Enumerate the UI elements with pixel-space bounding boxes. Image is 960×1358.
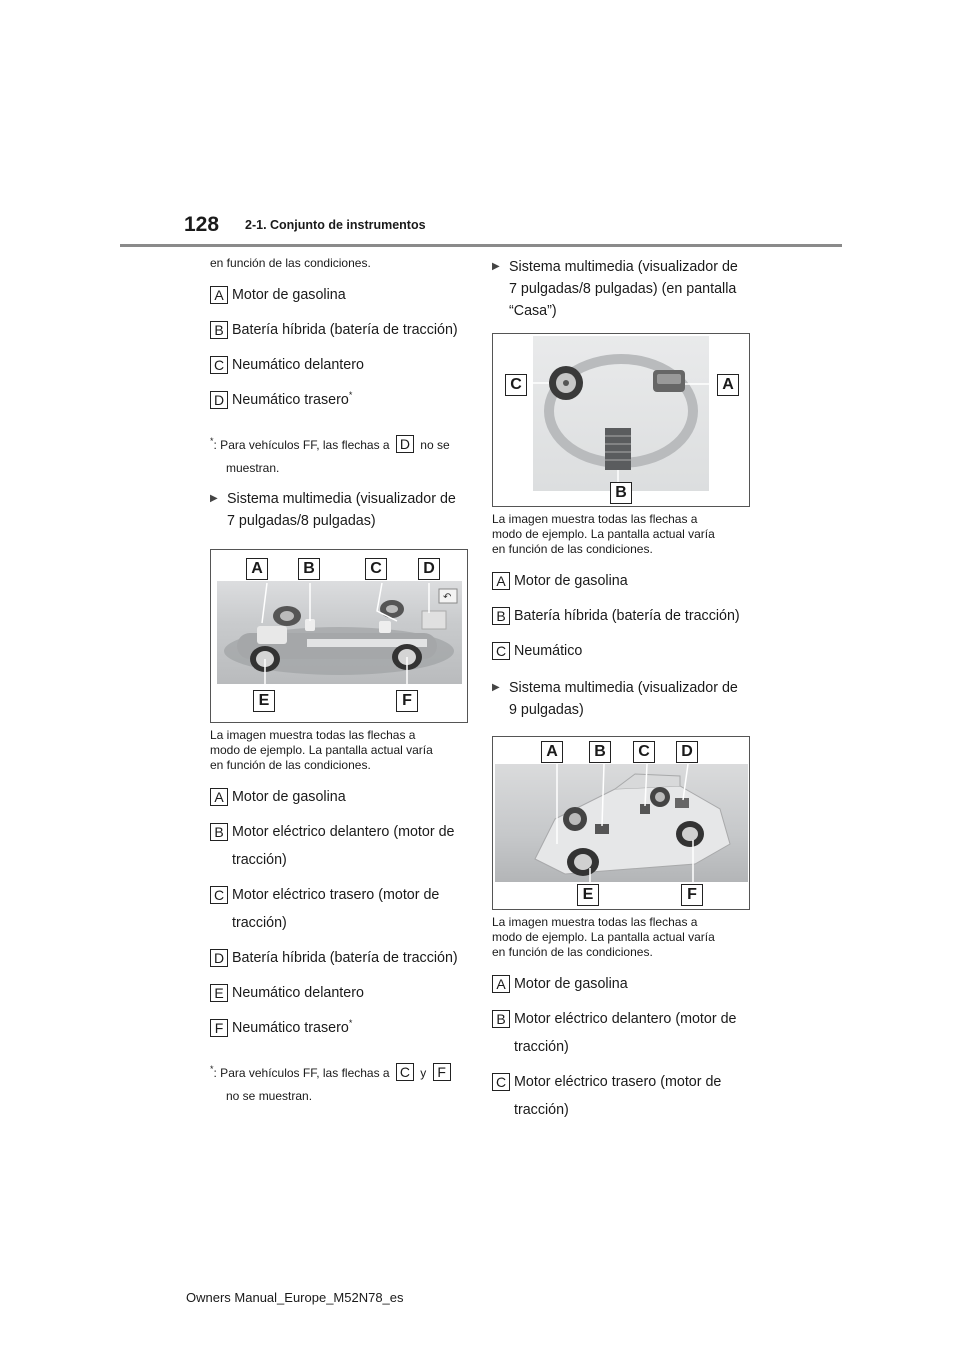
list-item xyxy=(210,783,470,811)
item-text xyxy=(232,818,470,874)
bullet-line: 9 pulgadas) xyxy=(509,702,584,718)
figure-label: A xyxy=(717,374,739,396)
legend-list-2 xyxy=(210,783,470,1042)
label-badge: C xyxy=(210,886,228,904)
item-text xyxy=(232,881,470,937)
bullet-line: Sistema multimedia (visualizador de xyxy=(509,259,738,275)
list-item xyxy=(210,818,470,874)
footnote-text: : Para vehículos FF, las flechas a xyxy=(213,438,390,452)
item-text-line: Motor eléctrico trasero (motor de xyxy=(514,1074,722,1090)
home-screen-figure xyxy=(492,333,750,507)
figure-label: A xyxy=(246,558,268,580)
footnote-text: : Para vehículos FF, las flechas a xyxy=(213,1066,390,1080)
figure-label: F xyxy=(396,690,418,712)
svg-text:↶: ↶ xyxy=(443,592,452,603)
page-number: 128 xyxy=(184,213,220,236)
energy-flow-illustration xyxy=(533,336,709,491)
footnote-text: y xyxy=(420,1066,427,1080)
triangle-right-icon: ▶ xyxy=(210,493,218,504)
section-title: 2-1. Conjunto de instrumentos xyxy=(245,218,426,232)
item-text: Motor de gasolina xyxy=(232,287,346,303)
list-item xyxy=(492,1068,752,1124)
caption-line: en función de las condiciones. xyxy=(492,945,653,959)
list-item xyxy=(210,1014,470,1042)
figure-label: D xyxy=(418,558,440,580)
footnote-1 xyxy=(210,426,470,476)
list-item xyxy=(492,970,752,998)
bullet-line: Sistema multimedia (visualizador de xyxy=(227,491,456,507)
caption-line: La imagen muestra todas las flechas a xyxy=(492,915,698,929)
figure-label: B xyxy=(610,482,632,504)
label-badge: F xyxy=(433,1063,451,1081)
item-text-line: Motor eléctrico delantero (motor de xyxy=(232,824,455,840)
figure-label: C xyxy=(633,741,655,763)
figure-label: C xyxy=(505,374,527,396)
bullet-heading xyxy=(210,488,470,532)
item-text: Batería híbrida (batería de tracción) xyxy=(232,950,458,966)
label-badge: B xyxy=(492,1010,510,1028)
intro-text: en función de las condiciones. xyxy=(210,256,371,270)
figure-label: C xyxy=(365,558,387,580)
diagram-image xyxy=(533,336,709,491)
item-text: Motor de gasolina xyxy=(514,573,628,589)
caption-line: modo de ejemplo. La pantalla actual varía xyxy=(492,527,715,541)
label-badge: D xyxy=(210,949,228,967)
bullet-line: 7 pulgadas/8 pulgadas) (en pantalla xyxy=(509,281,737,297)
label-badge: B xyxy=(210,321,228,339)
list-item xyxy=(492,567,752,595)
label-badge: C xyxy=(492,642,510,660)
car-illustration xyxy=(217,581,462,684)
list-item xyxy=(210,944,470,972)
caption-line: en función de las condiciones. xyxy=(210,758,371,772)
item-text-line: tracción) xyxy=(514,1102,569,1118)
car-diagram-figure xyxy=(210,549,468,723)
figure-label: B xyxy=(298,558,320,580)
footnote-text: muestran. xyxy=(226,461,280,475)
bullet-line: “Casa”) xyxy=(509,303,557,319)
header-rule xyxy=(120,244,842,247)
label-badge: D xyxy=(396,435,414,453)
diagram-image xyxy=(495,764,748,882)
figure-caption xyxy=(492,915,752,960)
item-text: Motor de gasolina xyxy=(514,976,628,992)
figure-label: B xyxy=(589,741,611,763)
item-text-line: tracción) xyxy=(232,852,287,868)
triangle-right-icon: ▶ xyxy=(492,682,500,693)
asterisk: * xyxy=(348,390,353,401)
label-badge: A xyxy=(492,572,510,590)
label-badge: C xyxy=(210,356,228,374)
figure-caption xyxy=(210,728,470,773)
item-text: Motor de gasolina xyxy=(232,789,346,805)
list-item xyxy=(492,637,752,665)
footnote-mark: * xyxy=(210,1064,214,1074)
caption-line: modo de ejemplo. La pantalla actual varía xyxy=(210,743,433,757)
item-text-line: tracción) xyxy=(514,1039,569,1055)
footnote-text: no se muestran. xyxy=(226,1089,313,1103)
footnote-mark: * xyxy=(210,436,214,446)
item-text-line: Motor eléctrico delantero (motor de xyxy=(514,1011,737,1027)
suv-illustration xyxy=(495,764,748,882)
figure-label: F xyxy=(681,884,703,906)
legend-list-1 xyxy=(210,281,470,414)
label-badge: A xyxy=(492,975,510,993)
label-badge: F xyxy=(210,1019,228,1037)
figure-label: A xyxy=(541,741,563,763)
asterisk: * xyxy=(348,1018,353,1029)
item-text-main: Neumático trasero xyxy=(232,1020,349,1036)
footnote-2 xyxy=(210,1054,470,1104)
item-text xyxy=(514,1005,752,1061)
item-text: Neumático delantero xyxy=(232,357,364,373)
label-badge: C xyxy=(396,1063,414,1081)
suv-diagram-figure xyxy=(492,736,750,910)
figure-caption xyxy=(492,512,752,557)
footer-text: Owners Manual_Europe_M52N78_es xyxy=(186,1290,404,1305)
legend-list-4 xyxy=(492,970,752,1124)
item-text: Batería híbrida (batería de tracción) xyxy=(514,608,740,624)
bullet-line: Sistema multimedia (visualizador de xyxy=(509,680,738,696)
label-badge: B xyxy=(492,607,510,625)
item-text xyxy=(232,1014,470,1042)
list-item xyxy=(210,281,470,309)
list-item xyxy=(210,316,470,344)
item-text: Neumático delantero xyxy=(232,985,364,1001)
list-item xyxy=(492,602,752,630)
list-item xyxy=(492,1005,752,1061)
right-column xyxy=(492,256,752,1124)
label-badge: A xyxy=(210,788,228,806)
caption-line: en función de las condiciones. xyxy=(492,542,653,556)
list-item xyxy=(210,881,470,937)
caption-line: La imagen muestra todas las flechas a xyxy=(492,512,698,526)
bullet-heading xyxy=(492,677,752,721)
diagram-image xyxy=(217,581,462,684)
label-badge: D xyxy=(210,391,228,409)
footnote-text: no se xyxy=(420,438,450,452)
caption-line: La imagen muestra todas las flechas a xyxy=(210,728,416,742)
left-column xyxy=(210,256,470,1104)
item-text xyxy=(232,386,470,414)
label-badge: E xyxy=(210,984,228,1002)
bullet-heading xyxy=(492,256,752,322)
item-text xyxy=(514,1068,752,1124)
item-text-line: tracción) xyxy=(232,915,287,931)
caption-line: modo de ejemplo. La pantalla actual varía xyxy=(492,930,715,944)
item-text: Batería híbrida (batería de tracción) xyxy=(232,322,458,338)
label-badge: B xyxy=(210,823,228,841)
figure-label: E xyxy=(577,884,599,906)
list-item xyxy=(210,386,470,414)
label-badge: C xyxy=(492,1073,510,1091)
figure-label: D xyxy=(676,741,698,763)
list-item xyxy=(210,979,470,1007)
bullet-line: 7 pulgadas/8 pulgadas) xyxy=(227,513,376,529)
list-item xyxy=(210,351,470,379)
item-text-main: Neumático trasero xyxy=(232,392,349,408)
triangle-right-icon: ▶ xyxy=(492,261,500,272)
item-text: Neumático xyxy=(514,643,583,659)
figure-label: E xyxy=(253,690,275,712)
legend-list-3 xyxy=(492,567,752,665)
label-badge: A xyxy=(210,286,228,304)
item-text-line: Motor eléctrico trasero (motor de xyxy=(232,887,440,903)
